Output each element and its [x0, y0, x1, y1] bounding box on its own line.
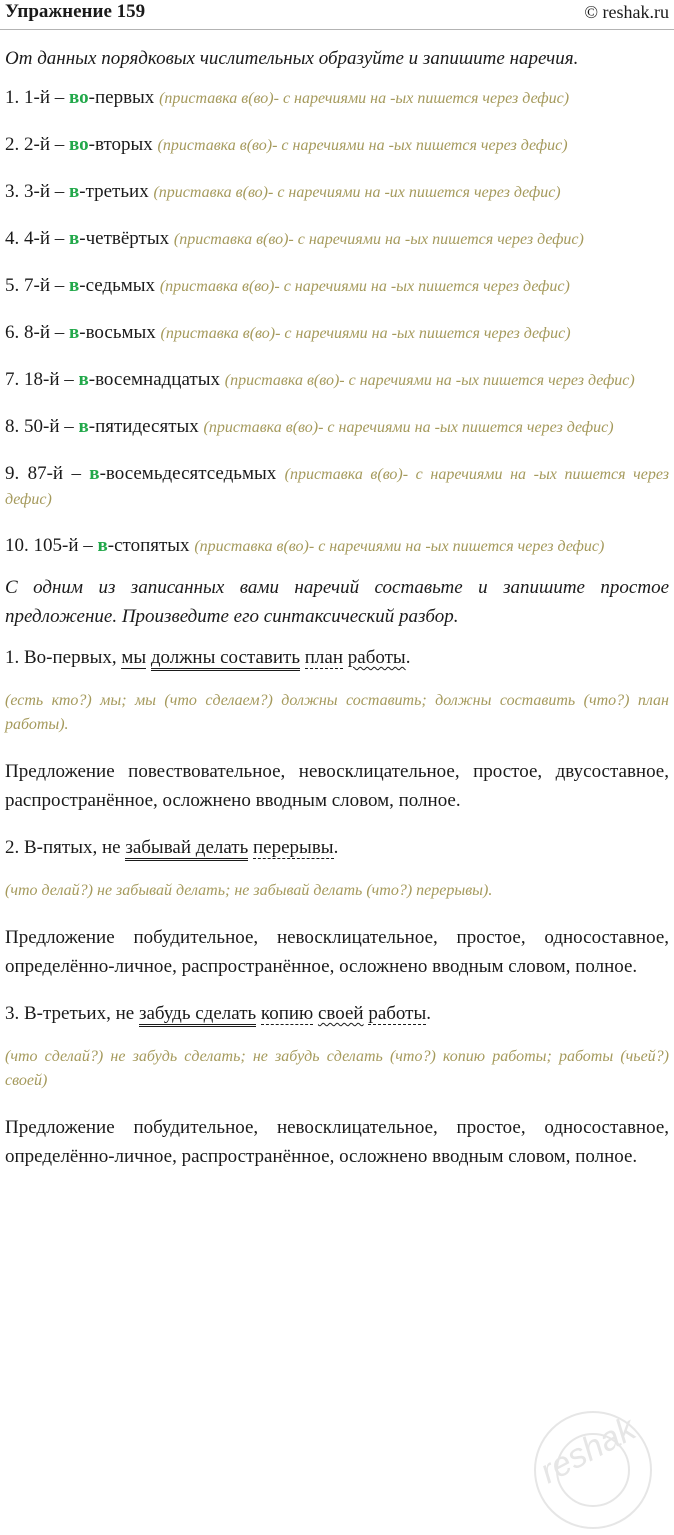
prefix-highlight: в	[69, 181, 80, 202]
item-number: 3. 3-й –	[5, 181, 69, 202]
prefix-highlight: в	[89, 463, 100, 484]
rule-note: (приставка в(во)- с наречиями на -ых пишется через дефис)	[159, 90, 570, 107]
adverb-ending: -седьмых	[79, 275, 156, 296]
sentence-3-description: Предложение побудительное, невосклицательное, простое, односоставное, определённо-личное, распространённое, осложнено вводным словом, полное.	[5, 1117, 669, 1167]
subject: мы	[121, 647, 147, 668]
prefix-highlight: в	[78, 369, 89, 390]
answer-list	[5, 86, 669, 559]
item-number: 6. 8-й –	[5, 322, 69, 343]
list-item	[5, 534, 669, 559]
task-instruction-2: С одним из записанных вами наречий составьте и запишите простое предложение. Произведите его синтаксический разбор.	[5, 577, 669, 627]
header-divider	[0, 29, 674, 30]
prefix-highlight: в	[69, 322, 80, 343]
adverb-ending: -третьих	[79, 181, 149, 202]
introductory-word: В-пятых, не	[24, 837, 126, 858]
item-number: 4. 4-й –	[5, 228, 69, 249]
introductory-word: Во-первых,	[24, 647, 122, 668]
attribute: своей	[317, 1003, 364, 1024]
adverb-ending: -восьмых	[79, 322, 156, 343]
item-number: 5. 7-й –	[5, 275, 69, 296]
item-number: 7. 18-й –	[5, 369, 79, 390]
item-number: 1. 1-й –	[5, 87, 69, 108]
sentence-1	[5, 645, 669, 671]
prefix-highlight: во	[69, 134, 89, 155]
svg-text:reshak: reshak	[533, 1409, 642, 1492]
list-item	[5, 321, 669, 346]
sentence-1-analysis: (есть кто?) мы; мы (что сделаем?) должны составить; должны составить (что?) план работы).	[5, 692, 669, 733]
sentence-2	[5, 835, 669, 861]
header	[5, 0, 669, 28]
object: копию	[260, 1003, 314, 1024]
list-item	[5, 274, 669, 299]
sentence-end: .	[333, 837, 339, 858]
sentence-1-description: Предложение повествовательное, невосклицательное, простое, двусоставное, распространённое, осложнено вводным словом, полное.	[5, 761, 669, 811]
list-item	[5, 180, 669, 205]
list-item	[5, 368, 669, 393]
list-item	[5, 227, 669, 252]
item-number: 10. 105-й –	[5, 535, 98, 556]
item-number: 2. 2-й –	[5, 134, 69, 155]
prefix-highlight: в	[69, 228, 80, 249]
attribute: работы	[347, 647, 406, 668]
rule-note: (приставка в(во)- с наречиями на -ых пишется через дефис)	[194, 538, 605, 555]
adverb-ending: -восемнадцатых	[88, 369, 220, 390]
prefix-highlight: во	[69, 87, 89, 108]
list-item	[5, 86, 669, 111]
sentence-number: 3.	[5, 1003, 24, 1024]
introductory-word: В-третьих, не	[24, 1003, 139, 1024]
object: план	[304, 647, 344, 668]
watermark-logo	[508, 1390, 674, 1530]
sentence-2-analysis: (что делай?) не забывай делать; не забывай делать (что?) перерывы).	[5, 882, 493, 899]
exercise-title: Упражнение 159	[5, 1, 146, 22]
rule-note: (приставка в(во)- с наречиями на -ых пишется через дефис)	[5, 466, 670, 508]
sentence-number: 1.	[5, 647, 24, 668]
rule-note: (приставка в(во)- с наречиями на -их пишется через дефис)	[153, 184, 561, 201]
sentence-number: 2.	[5, 837, 24, 858]
sentence-2-description: Предложение побудительное, невосклицательное, простое, односоставное, определённо-личное, распространённое, осложнено вводным словом, полное.	[5, 927, 669, 977]
adverb-ending: -четвёртых	[79, 228, 170, 249]
adverb-ending: -стопятых	[107, 535, 190, 556]
prefix-highlight: в	[78, 416, 89, 437]
sentence-3	[5, 1001, 669, 1027]
rule-note: (приставка в(во)- с наречиями на -ых пишется через дефис)	[224, 372, 635, 389]
sentence-3-analysis: (что сделай?) не забудь сделать; не забудь сделать (что?) копию работы; работы (чьей?) своей)	[5, 1048, 669, 1089]
list-item	[5, 415, 669, 440]
site-credit: © reshak.ru	[584, 2, 669, 22]
item-number: 9. 87-й –	[5, 463, 90, 484]
adverb-ending: -пятидесятых	[88, 416, 199, 437]
prefix-highlight: в	[97, 535, 108, 556]
rule-note: (приставка в(во)- с наречиями на -ых пишется через дефис)	[160, 325, 571, 342]
adverb-ending: -первых	[88, 87, 155, 108]
predicate: забывай делать	[125, 837, 248, 861]
sentence-end: .	[405, 647, 411, 668]
predicate: должны составить	[151, 647, 300, 671]
rule-note: (приставка в(во)- с наречиями на -ых пишется через дефис)	[159, 278, 570, 295]
task-instruction-1: От данных порядковых числительных образуйте и запишите наречия.	[5, 48, 579, 69]
adverb-ending: -восемьдесятседьмых	[99, 463, 277, 484]
predicate: забудь сделать	[139, 1003, 256, 1027]
adverb-ending: -вторых	[88, 134, 153, 155]
rule-note: (приставка в(во)- с наречиями на -ых пишется через дефис)	[203, 419, 614, 436]
item-number: 8. 50-й –	[5, 416, 79, 437]
object: перерывы	[253, 837, 334, 858]
rule-note: (приставка в(во)- с наречиями на -ых пишется через дефис)	[157, 137, 568, 154]
prefix-highlight: в	[69, 275, 80, 296]
document	[5, 0, 669, 1191]
sentence-end: .	[426, 1003, 431, 1024]
object: работы	[368, 1003, 427, 1024]
rule-note: (приставка в(во)- с наречиями на -ых пишется через дефис)	[173, 231, 584, 248]
list-item	[5, 462, 669, 512]
list-item	[5, 133, 669, 158]
